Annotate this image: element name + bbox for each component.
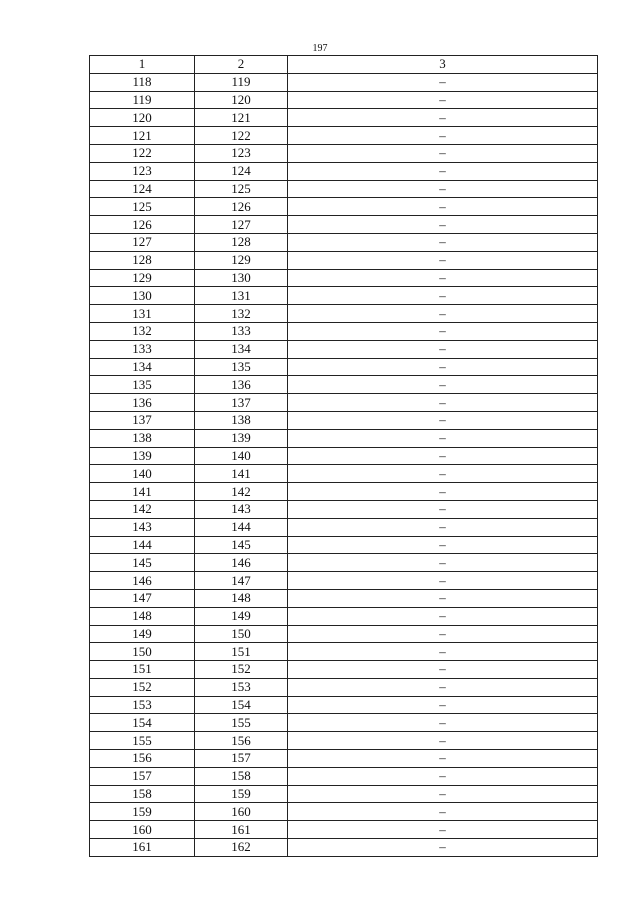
table-row <box>90 678 598 696</box>
data-table <box>89 55 598 857</box>
table-row <box>90 198 598 216</box>
table-cell-col-2: 159 <box>195 785 288 803</box>
table-row <box>90 376 598 394</box>
table-cell-col-1: 158 <box>90 785 195 803</box>
table-cell-col-1: 157 <box>90 767 195 785</box>
table-cell-col-1: 143 <box>90 518 195 536</box>
table-cell-col-1: 121 <box>90 127 195 145</box>
table-cell-col-2: 143 <box>195 500 288 518</box>
table-cell-col-1: 127 <box>90 233 195 251</box>
table-row <box>90 340 598 358</box>
table-cell-col-2: 157 <box>195 750 288 768</box>
table-row <box>90 821 598 839</box>
table-cell-col-1: 125 <box>90 198 195 216</box>
table-cell-col-1: 136 <box>90 394 195 412</box>
table-cell-col-1: 137 <box>90 411 195 429</box>
table-cell-col-2: 123 <box>195 144 288 162</box>
table-row <box>90 554 598 572</box>
table-row <box>90 91 598 109</box>
table-cell-col-2: 132 <box>195 305 288 323</box>
table-cell-col-3: – <box>288 411 598 429</box>
table-cell-col-1: 150 <box>90 643 195 661</box>
table-cell-col-1: 140 <box>90 465 195 483</box>
table-cell-col-2: 129 <box>195 251 288 269</box>
table-cell-col-1: 118 <box>90 73 195 91</box>
table-row <box>90 607 598 625</box>
table-cell-col-2: 120 <box>195 91 288 109</box>
table-cell-col-3: – <box>288 429 598 447</box>
table-cell-col-3: – <box>288 73 598 91</box>
table-cell-col-3: – <box>288 216 598 234</box>
table-cell-col-2: 149 <box>195 607 288 625</box>
table-row <box>90 180 598 198</box>
table-cell-col-2: 137 <box>195 394 288 412</box>
table-cell-col-3: – <box>288 447 598 465</box>
table-cell-col-3: – <box>288 109 598 127</box>
table-cell-col-2: 128 <box>195 233 288 251</box>
table-row <box>90 287 598 305</box>
table-cell-col-2: 124 <box>195 162 288 180</box>
table-cell-col-1: 151 <box>90 661 195 679</box>
table-cell-col-2: 122 <box>195 127 288 145</box>
table-cell-col-3: – <box>288 750 598 768</box>
table-cell-col-3: – <box>288 251 598 269</box>
table-row <box>90 109 598 127</box>
table-cell-col-3: – <box>288 144 598 162</box>
table-cell-col-3: – <box>288 269 598 287</box>
table-cell-col-1: 142 <box>90 500 195 518</box>
table-row <box>90 305 598 323</box>
table-cell-col-1: 138 <box>90 429 195 447</box>
table-body <box>90 73 598 856</box>
table-cell-col-2: 155 <box>195 714 288 732</box>
table-cell-col-1: 139 <box>90 447 195 465</box>
table-row <box>90 73 598 91</box>
table-cell-col-1: 160 <box>90 821 195 839</box>
table-cell-col-2: 119 <box>195 73 288 91</box>
table-cell-col-2: 130 <box>195 269 288 287</box>
table-cell-col-3: – <box>288 358 598 376</box>
table-cell-col-1: 145 <box>90 554 195 572</box>
table-cell-col-2: 152 <box>195 661 288 679</box>
table-cell-col-2: 147 <box>195 572 288 590</box>
table-cell-col-3: – <box>288 91 598 109</box>
table-row <box>90 696 598 714</box>
table-cell-col-2: 158 <box>195 767 288 785</box>
page-number: 197 <box>312 43 328 54</box>
table-row <box>90 162 598 180</box>
table-row <box>90 750 598 768</box>
table-cell-col-2: 146 <box>195 554 288 572</box>
table-cell-col-3: – <box>288 589 598 607</box>
table-row <box>90 251 598 269</box>
table-cell-col-1: 135 <box>90 376 195 394</box>
table-row <box>90 411 598 429</box>
table-cell-col-3: – <box>288 714 598 732</box>
table-cell-col-3: – <box>288 732 598 750</box>
table-row <box>90 394 598 412</box>
table-cell-col-3: – <box>288 180 598 198</box>
table-cell-col-2: 153 <box>195 678 288 696</box>
table-row <box>90 233 598 251</box>
table-cell-col-1: 141 <box>90 483 195 501</box>
table-cell-col-3: – <box>288 643 598 661</box>
table-cell-col-2: 126 <box>195 198 288 216</box>
table-cell-col-2: 133 <box>195 322 288 340</box>
table-cell-col-2: 131 <box>195 287 288 305</box>
table-cell-col-3: – <box>288 500 598 518</box>
table-cell-col-2: 144 <box>195 518 288 536</box>
table-row <box>90 518 598 536</box>
table-cell-col-2: 150 <box>195 625 288 643</box>
table-cell-col-2: 135 <box>195 358 288 376</box>
table-row <box>90 714 598 732</box>
table-row <box>90 358 598 376</box>
table-cell-col-3: – <box>288 678 598 696</box>
table-cell-col-3: – <box>288 536 598 554</box>
table-row <box>90 803 598 821</box>
table-cell-col-1: 119 <box>90 91 195 109</box>
table-cell-col-3: – <box>288 162 598 180</box>
table-row <box>90 465 598 483</box>
table-cell-col-2: 136 <box>195 376 288 394</box>
table-cell-col-1: 146 <box>90 572 195 590</box>
table-cell-col-1: 156 <box>90 750 195 768</box>
table-cell-col-2: 154 <box>195 696 288 714</box>
table-cell-col-1: 161 <box>90 839 195 857</box>
table-cell-col-2: 160 <box>195 803 288 821</box>
table-row <box>90 839 598 857</box>
table-cell-col-2: 161 <box>195 821 288 839</box>
table-cell-col-2: 125 <box>195 180 288 198</box>
table-row <box>90 144 598 162</box>
table-cell-col-1: 159 <box>90 803 195 821</box>
table-cell-col-2: 138 <box>195 411 288 429</box>
table-cell-col-1: 133 <box>90 340 195 358</box>
table-cell-col-1: 144 <box>90 536 195 554</box>
table-cell-col-3: – <box>288 607 598 625</box>
table-cell-col-2: 127 <box>195 216 288 234</box>
column-header-3: 3 <box>288 56 598 74</box>
table-cell-col-2: 121 <box>195 109 288 127</box>
table-cell-col-3: – <box>288 233 598 251</box>
table-cell-col-3: – <box>288 661 598 679</box>
table-cell-col-2: 141 <box>195 465 288 483</box>
table-row <box>90 589 598 607</box>
table-cell-col-2: 162 <box>195 839 288 857</box>
table-cell-col-1: 154 <box>90 714 195 732</box>
table-cell-col-2: 148 <box>195 589 288 607</box>
table-cell-col-3: – <box>288 839 598 857</box>
table-cell-col-3: – <box>288 554 598 572</box>
table-cell-col-2: 151 <box>195 643 288 661</box>
table-cell-col-3: – <box>288 625 598 643</box>
table-cell-col-1: 153 <box>90 696 195 714</box>
table-cell-col-1: 134 <box>90 358 195 376</box>
table-cell-col-3: – <box>288 518 598 536</box>
column-header-1: 1 <box>90 56 195 74</box>
table-row <box>90 767 598 785</box>
table-cell-col-2: 142 <box>195 483 288 501</box>
table-cell-col-1: 128 <box>90 251 195 269</box>
table-row <box>90 269 598 287</box>
table-cell-col-2: 134 <box>195 340 288 358</box>
table-cell-col-1: 129 <box>90 269 195 287</box>
table-cell-col-1: 132 <box>90 322 195 340</box>
column-header-2: 2 <box>195 56 288 74</box>
table-cell-col-1: 120 <box>90 109 195 127</box>
table-cell-col-1: 126 <box>90 216 195 234</box>
table-row <box>90 216 598 234</box>
table-cell-col-3: – <box>288 376 598 394</box>
table-row <box>90 661 598 679</box>
table-row <box>90 732 598 750</box>
table-cell-col-3: – <box>288 287 598 305</box>
table-cell-col-3: – <box>288 785 598 803</box>
table-cell-col-3: – <box>288 483 598 501</box>
table-cell-col-1: 155 <box>90 732 195 750</box>
table-cell-col-1: 122 <box>90 144 195 162</box>
table-cell-col-3: – <box>288 465 598 483</box>
table-cell-col-1: 130 <box>90 287 195 305</box>
table-cell-col-3: – <box>288 340 598 358</box>
table-cell-col-3: – <box>288 127 598 145</box>
table-header-row <box>90 56 598 74</box>
table-cell-col-1: 123 <box>90 162 195 180</box>
table-row <box>90 447 598 465</box>
table-cell-col-2: 139 <box>195 429 288 447</box>
table-cell-col-1: 149 <box>90 625 195 643</box>
table-cell-col-3: – <box>288 696 598 714</box>
table-cell-col-1: 124 <box>90 180 195 198</box>
table-row <box>90 483 598 501</box>
table-row <box>90 572 598 590</box>
table-row <box>90 500 598 518</box>
table-cell-col-3: – <box>288 394 598 412</box>
table-row <box>90 429 598 447</box>
table-cell-col-3: – <box>288 198 598 216</box>
table-cell-col-3: – <box>288 767 598 785</box>
table-cell-col-3: – <box>288 821 598 839</box>
table-row <box>90 785 598 803</box>
table-row <box>90 127 598 145</box>
table-cell-col-1: 152 <box>90 678 195 696</box>
table-row <box>90 625 598 643</box>
table-row <box>90 536 598 554</box>
table-cell-col-2: 156 <box>195 732 288 750</box>
table-cell-col-1: 148 <box>90 607 195 625</box>
table-row <box>90 643 598 661</box>
table-cell-col-3: – <box>288 322 598 340</box>
table-cell-col-1: 147 <box>90 589 195 607</box>
table-row <box>90 322 598 340</box>
table-cell-col-2: 140 <box>195 447 288 465</box>
table-cell-col-3: – <box>288 803 598 821</box>
table-cell-col-3: – <box>288 572 598 590</box>
table-cell-col-2: 145 <box>195 536 288 554</box>
table-cell-col-3: – <box>288 305 598 323</box>
table-cell-col-1: 131 <box>90 305 195 323</box>
